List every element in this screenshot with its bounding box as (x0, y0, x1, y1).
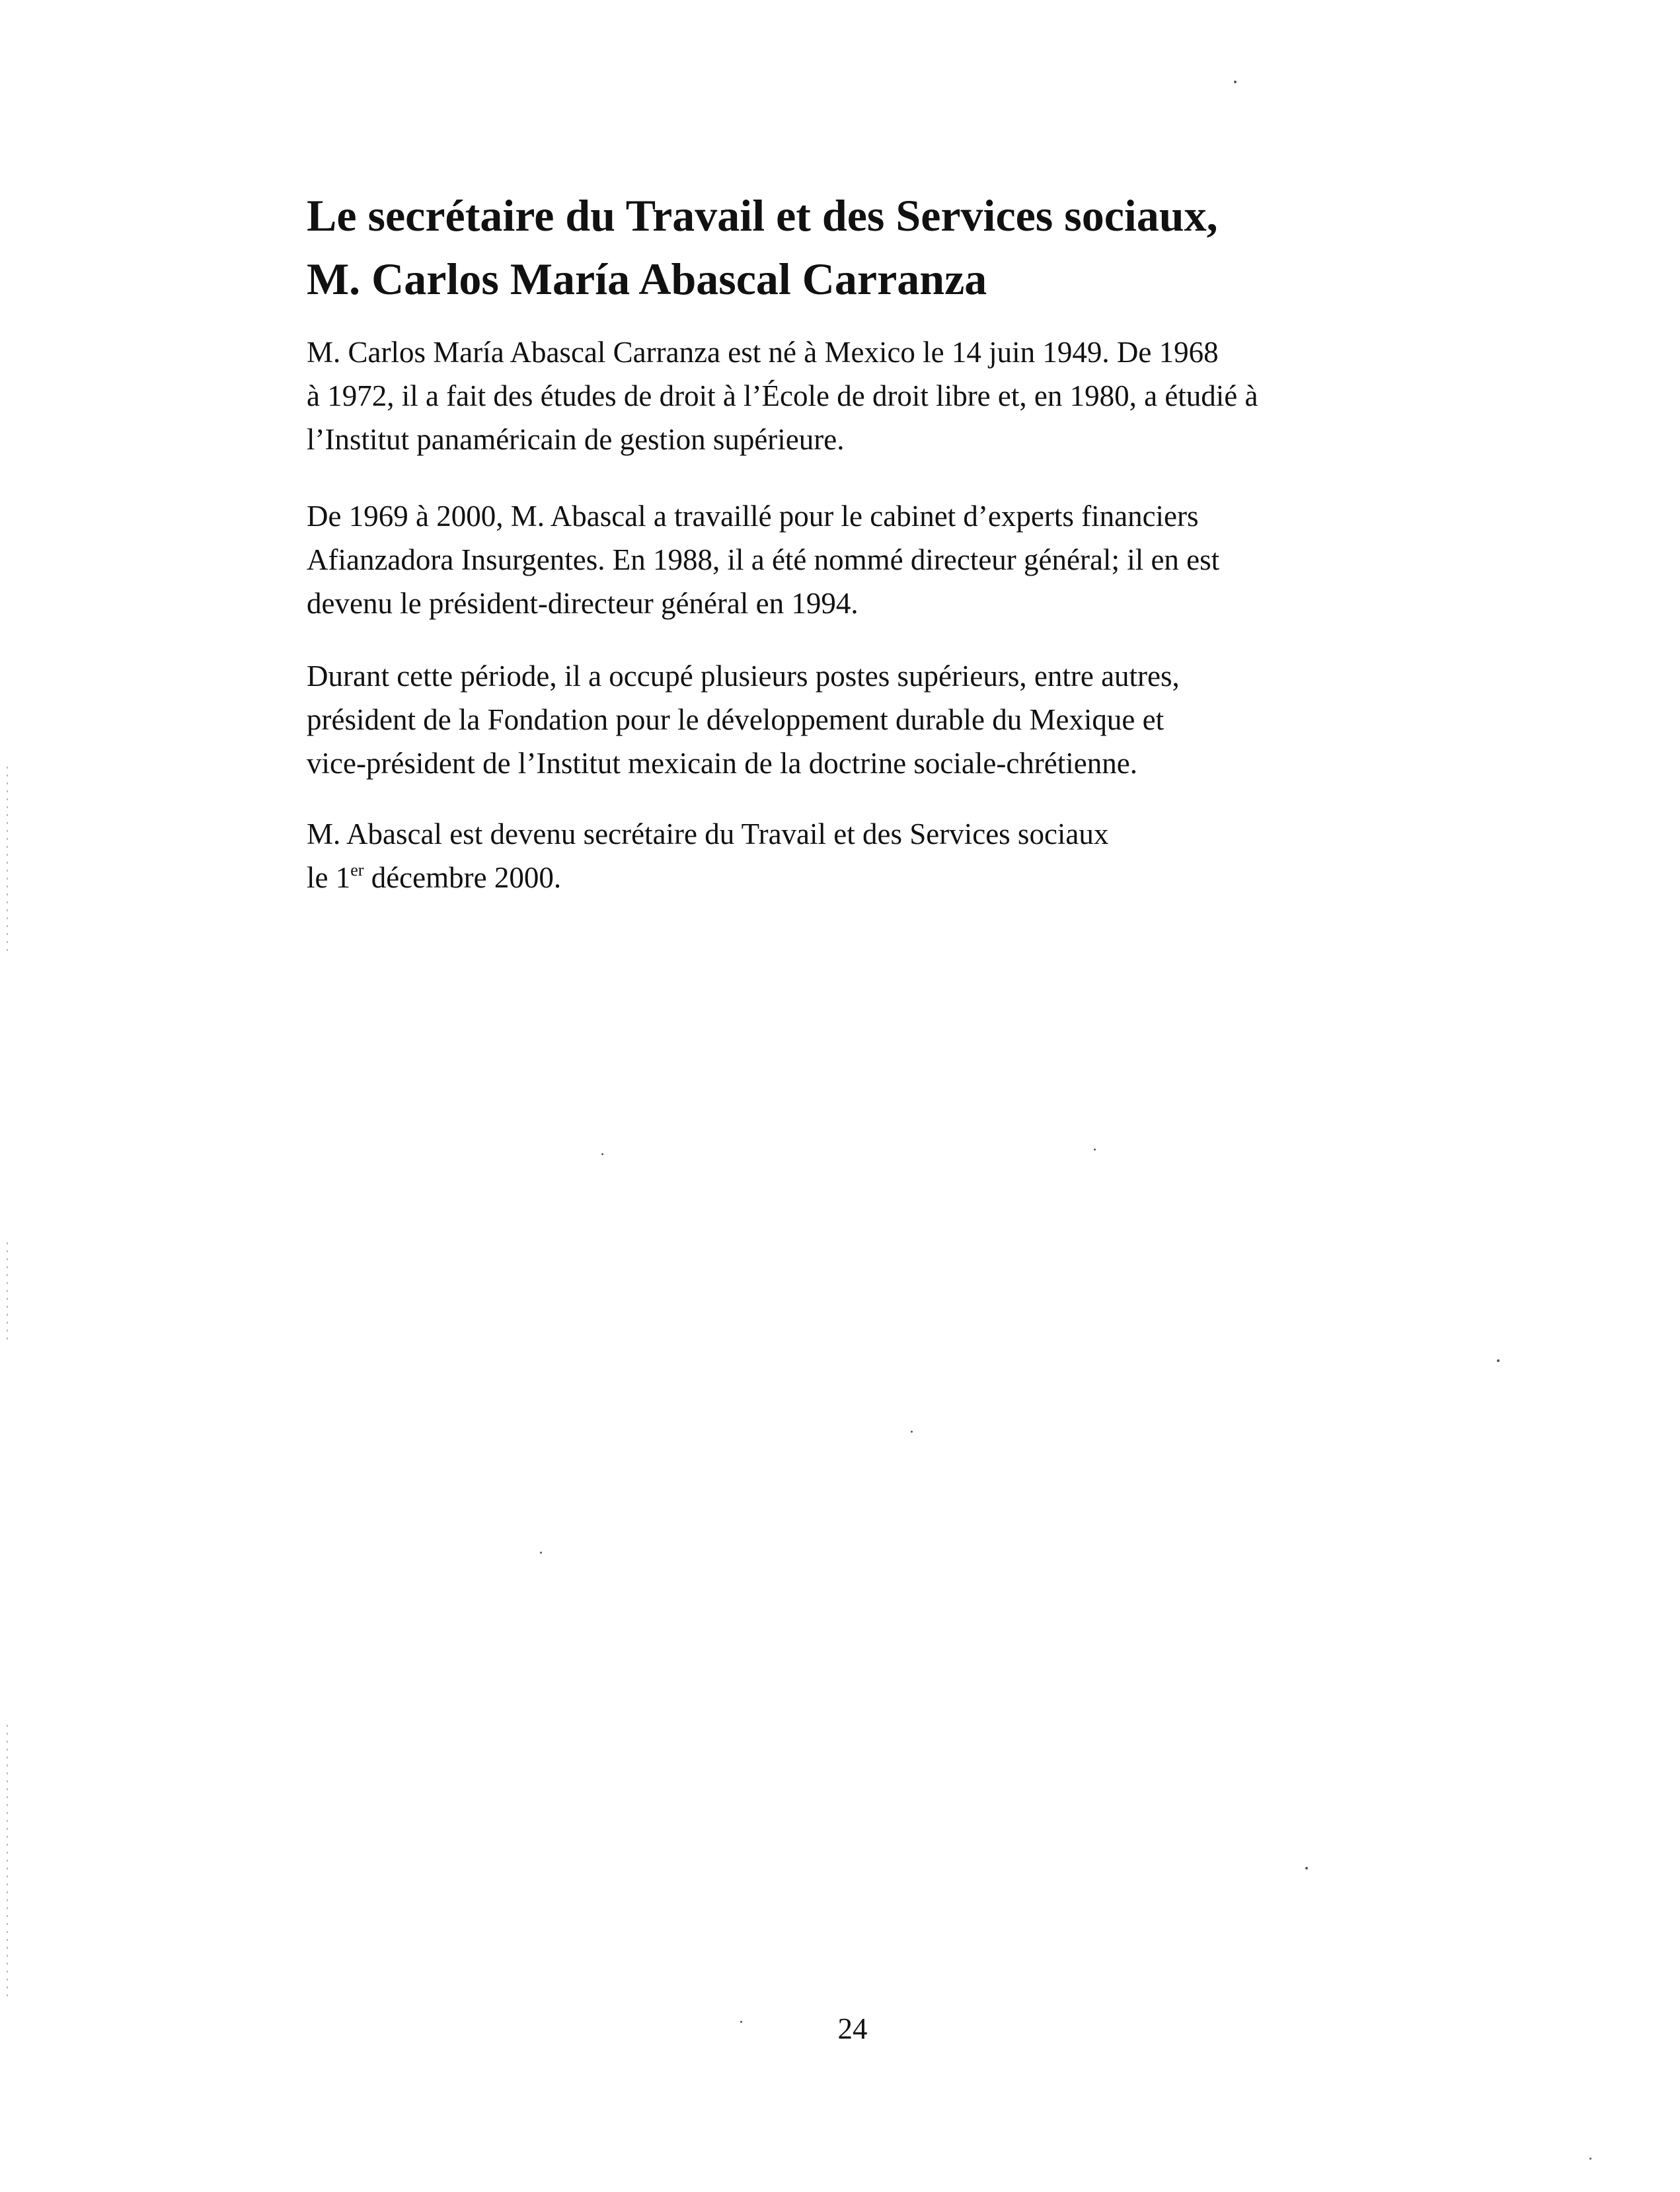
scan-edge-marks (7, 767, 8, 952)
paragraph-appointment (307, 812, 1430, 899)
date-suffix: décembre 2000. (363, 861, 562, 894)
paragraph-line: M. Carlos María Abascal Carranza est né à Mexico le 14 juin 1949. De 1968 (307, 336, 1219, 369)
scan-speck (740, 2021, 742, 2023)
paragraph-line: De 1969 à 2000, M. Abascal a travaillé pour le cabinet d’experts financiers (307, 500, 1199, 533)
page-title (307, 184, 1430, 311)
date-prefix: le 1 (307, 861, 351, 894)
paragraph-line: à 1972, il a fait des études de droit à l’École de droit libre et, en 1980, a étudié à (307, 379, 1258, 412)
paragraph-line: vice-président de l’Institut mexicain de la doctrine sociale-chrétienne. (307, 747, 1137, 780)
scan-speck (1497, 1359, 1500, 1362)
scan-speck (1305, 1867, 1308, 1870)
paragraph-line (307, 856, 1430, 899)
paragraph-line: président de la Fondation pour le développement durable du Mexique et (307, 703, 1165, 736)
scan-edge-marks (7, 1725, 8, 2002)
title-line-1: Le secrétaire du Travail et des Services sociaux, (307, 190, 1218, 241)
paragraph-line: Afianzadora Insurgentes. En 1988, il a été nommé directeur général; il en est (307, 543, 1220, 576)
page-number: 24 (837, 2012, 868, 2045)
scan-speck (601, 1153, 603, 1155)
paragraph-birth-education (307, 330, 1430, 461)
ordinal-superscript: er (350, 860, 364, 880)
paragraph-line: M. Abascal est devenu secrétaire du Travail et des Services sociaux (307, 817, 1109, 850)
paragraph-senior-positions (307, 654, 1430, 785)
paragraph-line: l’Institut panaméricain de gestion supérieure. (307, 423, 845, 456)
scan-edge-marks (7, 1242, 8, 1342)
scan-speck (1589, 2158, 1591, 2160)
title-line-2: M. Carlos María Abascal Carranza (307, 254, 987, 304)
paragraph-line: devenu le président-directeur général en 1994. (307, 587, 859, 620)
paragraph-career (307, 494, 1430, 625)
paragraph-line: Durant cette période, il a occupé plusieurs postes supérieurs, entre autres, (307, 660, 1180, 693)
scan-speck (1094, 1149, 1096, 1151)
scan-speck (540, 1552, 542, 1554)
scan-speck (911, 1431, 913, 1433)
scan-speck (1234, 81, 1237, 83)
